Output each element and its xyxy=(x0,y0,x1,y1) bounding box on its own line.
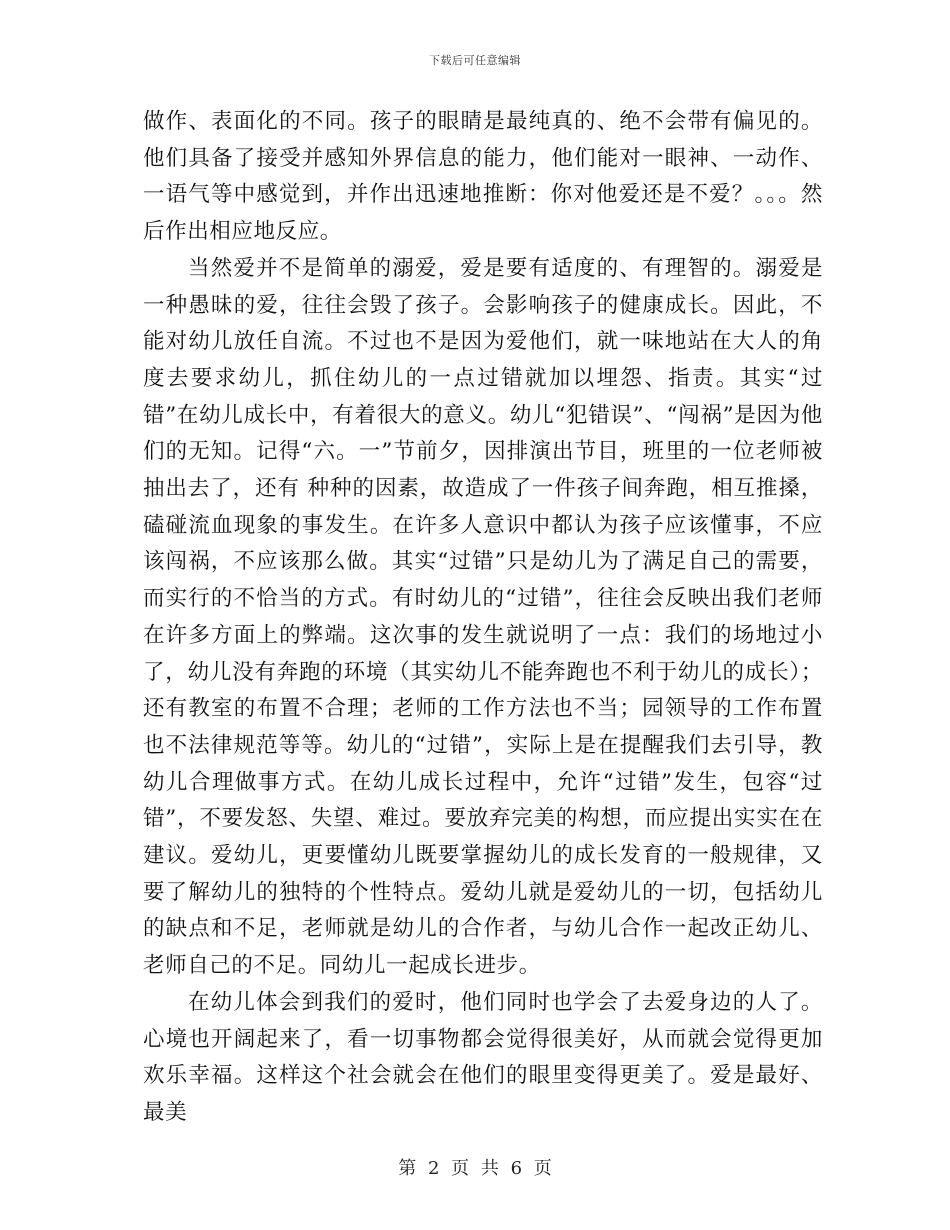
page-header: 下载后可任意编辑 xyxy=(429,54,521,67)
paragraph-3: 在幼儿体会到我们的爱时，他们同时也学会了去爱身边的人了。心境也开阔起来了，看一切事物都会觉得很美好，从而就会觉得更加欢乐幸福。这样这个社会就会在他们的眼里变得更美了。爱是最好、最美 xyxy=(143,989,823,1125)
paragraph-2: 当然爱并不是简单的溺爱，爱是要有适度的、有理智的。溺爱是一种愚昧的爱，往往会毁了孩子。会影响孩子的健康成长。因此，不能对幼儿放任自流。不过也不是因为爱他们，就一味地站在大人的角度去要求幼儿，抓住幼儿的一点过错就加以埋怨、指责。其实“过错”在幼儿成长中，有着很大的意义。幼儿“犯错误”、“闯祸”是因为他们的无知。记得“六。一”节前夕，因排演出节目，班里的一位老师被抽出去了，还有 种种的因素，故造成了一件孩子间奔跑，相互推搡，磕碰流血现象的事发生。在许多人意识中都认为孩子应该懂事，不应该闯祸，不应该那么做。其实“过错”只是幼儿为了满足自己的需要，而实行的不恰当的方式。有时幼儿的“过错”，往往会反映出我们老师在许多方面上的弊端。这次事的发生就说明了一点：我们的场地过小了，幼儿没有奔跑的环境（其实幼儿不能奔跑也不利于幼儿的成长）；还有教室的布置不合理；老师的工作方法也不当；园领导的工作布置也不法律规范等等。幼儿的“过错”，实际上是在提醒我们去引导，教幼儿合理做事方式。在幼儿成长过程中，允许“过错”发生，包容“过错”，不要发怒、失望、难过。要放弃完美的构想，而应提出实实在在建议。爱幼儿，更要懂幼儿既要掌握幼儿的成长发育的一般规律，又要了解幼儿的独特的个性特点。爱幼儿就是爱幼儿的一切，包括幼儿的缺点和不足，老师就是幼儿的合作者，与幼儿合作一起改正幼儿、老师自己的不足。同幼儿一起成长进步。 xyxy=(143,255,823,979)
document-body xyxy=(143,104,823,1132)
paragraph-1: 做作、表面化的不同。孩子的眼睛是最纯真的、绝不会带有偏见的。他们具备了接受并感知外界信息的能力，他们能对一眼神、一动作、一语气等中感觉到，并作出迅速地推断：你对他爱还是不爱？。。。然后作出相应地反应。 xyxy=(143,109,823,245)
page-number-footer: 第 2 页 共 6 页 xyxy=(398,1158,552,1179)
